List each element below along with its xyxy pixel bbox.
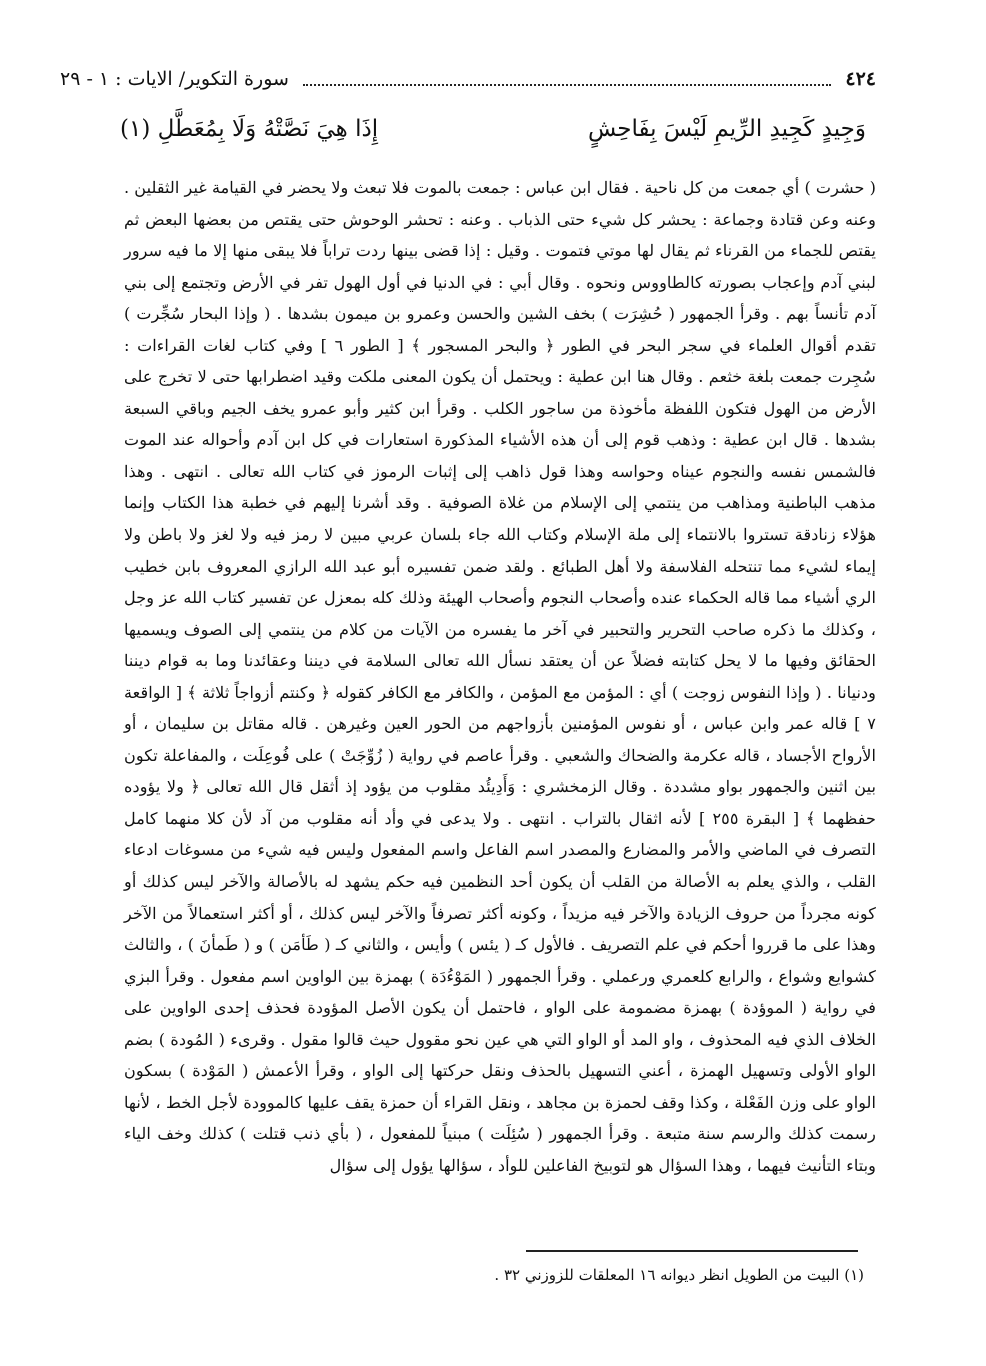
verse-first-hemistich: وَجِيدٍ كَجِيدِ الرِّيمِ لَيْسَ بِفَاحِشٍ bbox=[587, 116, 866, 142]
header-dotted-leader bbox=[303, 72, 831, 86]
page-number: ٤٢٤ bbox=[845, 68, 876, 90]
page-header bbox=[60, 66, 876, 92]
footnote-separator bbox=[526, 1250, 858, 1252]
poetry-verse bbox=[120, 108, 866, 150]
body-text bbox=[124, 172, 876, 1182]
running-title: سورة التكوير/ الايات : ١ - ٢٩ bbox=[60, 68, 289, 90]
verse-second-hemistich: إِذَا هِيَ نَصَّتْهُ وَلَا بِمُعَطَّلِ (١) bbox=[120, 116, 379, 142]
footnote: (١) البيت من الطويل انظر ديوانه ١٦ المعلقات للزوزني ٣٢ . bbox=[494, 1266, 864, 1284]
body-paragraph: ( حشرت ) أي جمعت من كل ناحية . فقال ابن عباس : جمعت بالموت فلا تبعث ولا يحضر في القيامة غير الثقلين . وعنه وعن قتادة وجماعة : يحشر كل شيء حتى الذباب . وعنه : تحشر الوحوش حتى يقتص من بعضها البعض ثم يقتص للجماء من القرناء ثم يقال لها موتي فتموت . وقيل : إذا قضى بينها ردت تراباً فلا يبقى منها إلا ما فيه سرور لبني آدم وإعجاب بصورته كالطاووس ونحوه . وقال أبي : في الدنيا في أول الهول تفر في الأرض وتجتمع إلى بني آدم تأنساً بهم . وقرأ الجمهور ( حُشِرَت ) بخف الشين والحسن وعمرو بن ميمون بشدها . ( وإذا البحار سُجِّرت ) تقدم أقوال العلماء في سجر البحر في الطور ﴿ والبحر المسجور ﴾ [ الطور ٦ ] وفي كتاب لغات القراءات : سُجِرت جمعت بلغة خثعم . وقال هنا ابن عطية : ويحتمل أن يكون المعنى ملكت وقيد اضطرابها حتى لا تخرج على الأرض من الهول فتكون اللفظة مأخوذة من ساجور الكلب . وقرأ ابن كثير وأبو عمرو يخف الجيم وباقي السبعة بشدها . قال ابن عطية : وذهب قوم إلى أن هذه الأشياء المذكورة استعارات في كل ابن آدم وأحواله عند الموت فالشمس نفسه والنجوم عيناه وحواسه وهذا قول ذاهب إلى إثبات الرموز في كتاب الله تعالى . انتهى . وهذا مذهب الباطنية ومذاهب من ينتمي إلى الإسلام من غلاة الصوفية . وقد أشرنا إليهم في خطبة هذا الكتاب وإنما هؤلاء زنادقة تستروا بالانتماء إلى ملة الإسلام وكتاب الله جاء بلسان عربي مبين لا رمز فيه ولا لغز ولا باطن ولا إيماء لشيء مما تنتحله الفلاسفة ولا أهل الطبائع . ولقد ضمن تفسيره أبو عبد الله الرازي المعروف بابن خطيب الري أشياء مما قاله الحكماء عنده وأصحاب النجوم وأصحاب الهيئة وذلك كله بمعزل عن تفسير كتاب الله عز وجل ، وكذلك ما ذكره صاحب التحرير والتحبير في آخر ما يفسره من الآيات من كلام من ينتمي إلى الصوف ويسميها الحقائق وفيها ما لا يحل كتابته فضلاً عن أن يعتقد نسأل الله تعالى السلامة في ديننا وعقائدنا وما به قوام ديننا ودنيانا . ( وإذا النفوس زوجت ) أي : المؤمن مع المؤمن ، والكافر مع الكافر كقوله ﴿ وكنتم أزواجاً ثلاثة ﴾ [ الواقعة ٧ ] قاله عمر وابن عباس ، أو نفوس المؤمنين بأزواجهم من الحور العين وغيرهن . قاله مقاتل بن سليمان ، أو الأرواح الأجساد ، قاله عكرمة والضحاك والشعبي . وقرأ عاصم في رواية ( زُوِّجَتْ ) على فُوعِلَت ، والمفاعلة تكون بين اثنين والجمهور بواو مشددة . وقال الزمخشري : وَأَدِيئُد مقلوب من يؤود إذ أثقل قال الله تعالى ﴿ ولا يؤوده حفظهما ﴾ [ البقرة ٢٥٥ ] لأنه اثقال بالتراب . انتهى . ولا يدعى في وأد أنه مقلوب من آد لأن كلا منهما كامل التصرف في الماضي والأمر والمضارع والمصدر اسم الفاعل واسم المفعول وليس فيه شيء من مسوغات ادعاء القلب ، والذي يعلم به الأصالة من القلب أن يكون أحد النظمين فيه حكم يشهد له بالأصالة والآخر ليس كذلك أو كونه مجرداً من حروف الزيادة والآخر فيه مزيداً ، وكونه أكثر تصرفاً والآخر ليس كذلك ، أو أكثر استعمالاً من الآخر وهذا على ما قرروا أحكم في علم التصريف . فالأول كـ ( يئس ) وأيس ، والثاني كـ ( طَأمَن ) و ( طَمأنَ ) ، والثالث كشوايع وشواع ، والرابع كلعمري ورعملي . وقرأ الجمهور ( المَوْءُدَة ) بهمزة بين الواوين اسم مفعول . وقرأ البزي في رواية ( الموؤدة ) بهمزة مضمومة على الواو ، فاحتمل أن يكون الأصل المؤودة فحذف إحدى الواوين على الخلاف الذي فيه المحذوف ، واو المد أو الواو التي هي عين نحو مقوول حيث قالوا مقول . وقرىء ( المُودة ) بضم الواو الأولى وتسهيل الهمزة ، أعني التسهيل بالحذف ونقل حركتها إلى الواو ، وقرأ الأعمش ( المَوْدة ) بسكون الواو على وزن الفَعْلة ، وكذا وقف لحمزة بن مجاهد ، ونقل القراء أن حمزة يقف عليها كالموودة لأجل الخط ، لأنها رسمت كذلك والرسم سنة متبعة . وقرأ الجمهور ( سُئِلَت ) مبنياً للمفعول ، ( بأي ذنب قتلت ) كذلك وخف الياء وبتاء التأنيث فيهما ، وهذا السؤال هو لتوبيخ الفاعلين للوأد ، سؤالها يؤول إلى سؤال bbox=[124, 178, 877, 1175]
